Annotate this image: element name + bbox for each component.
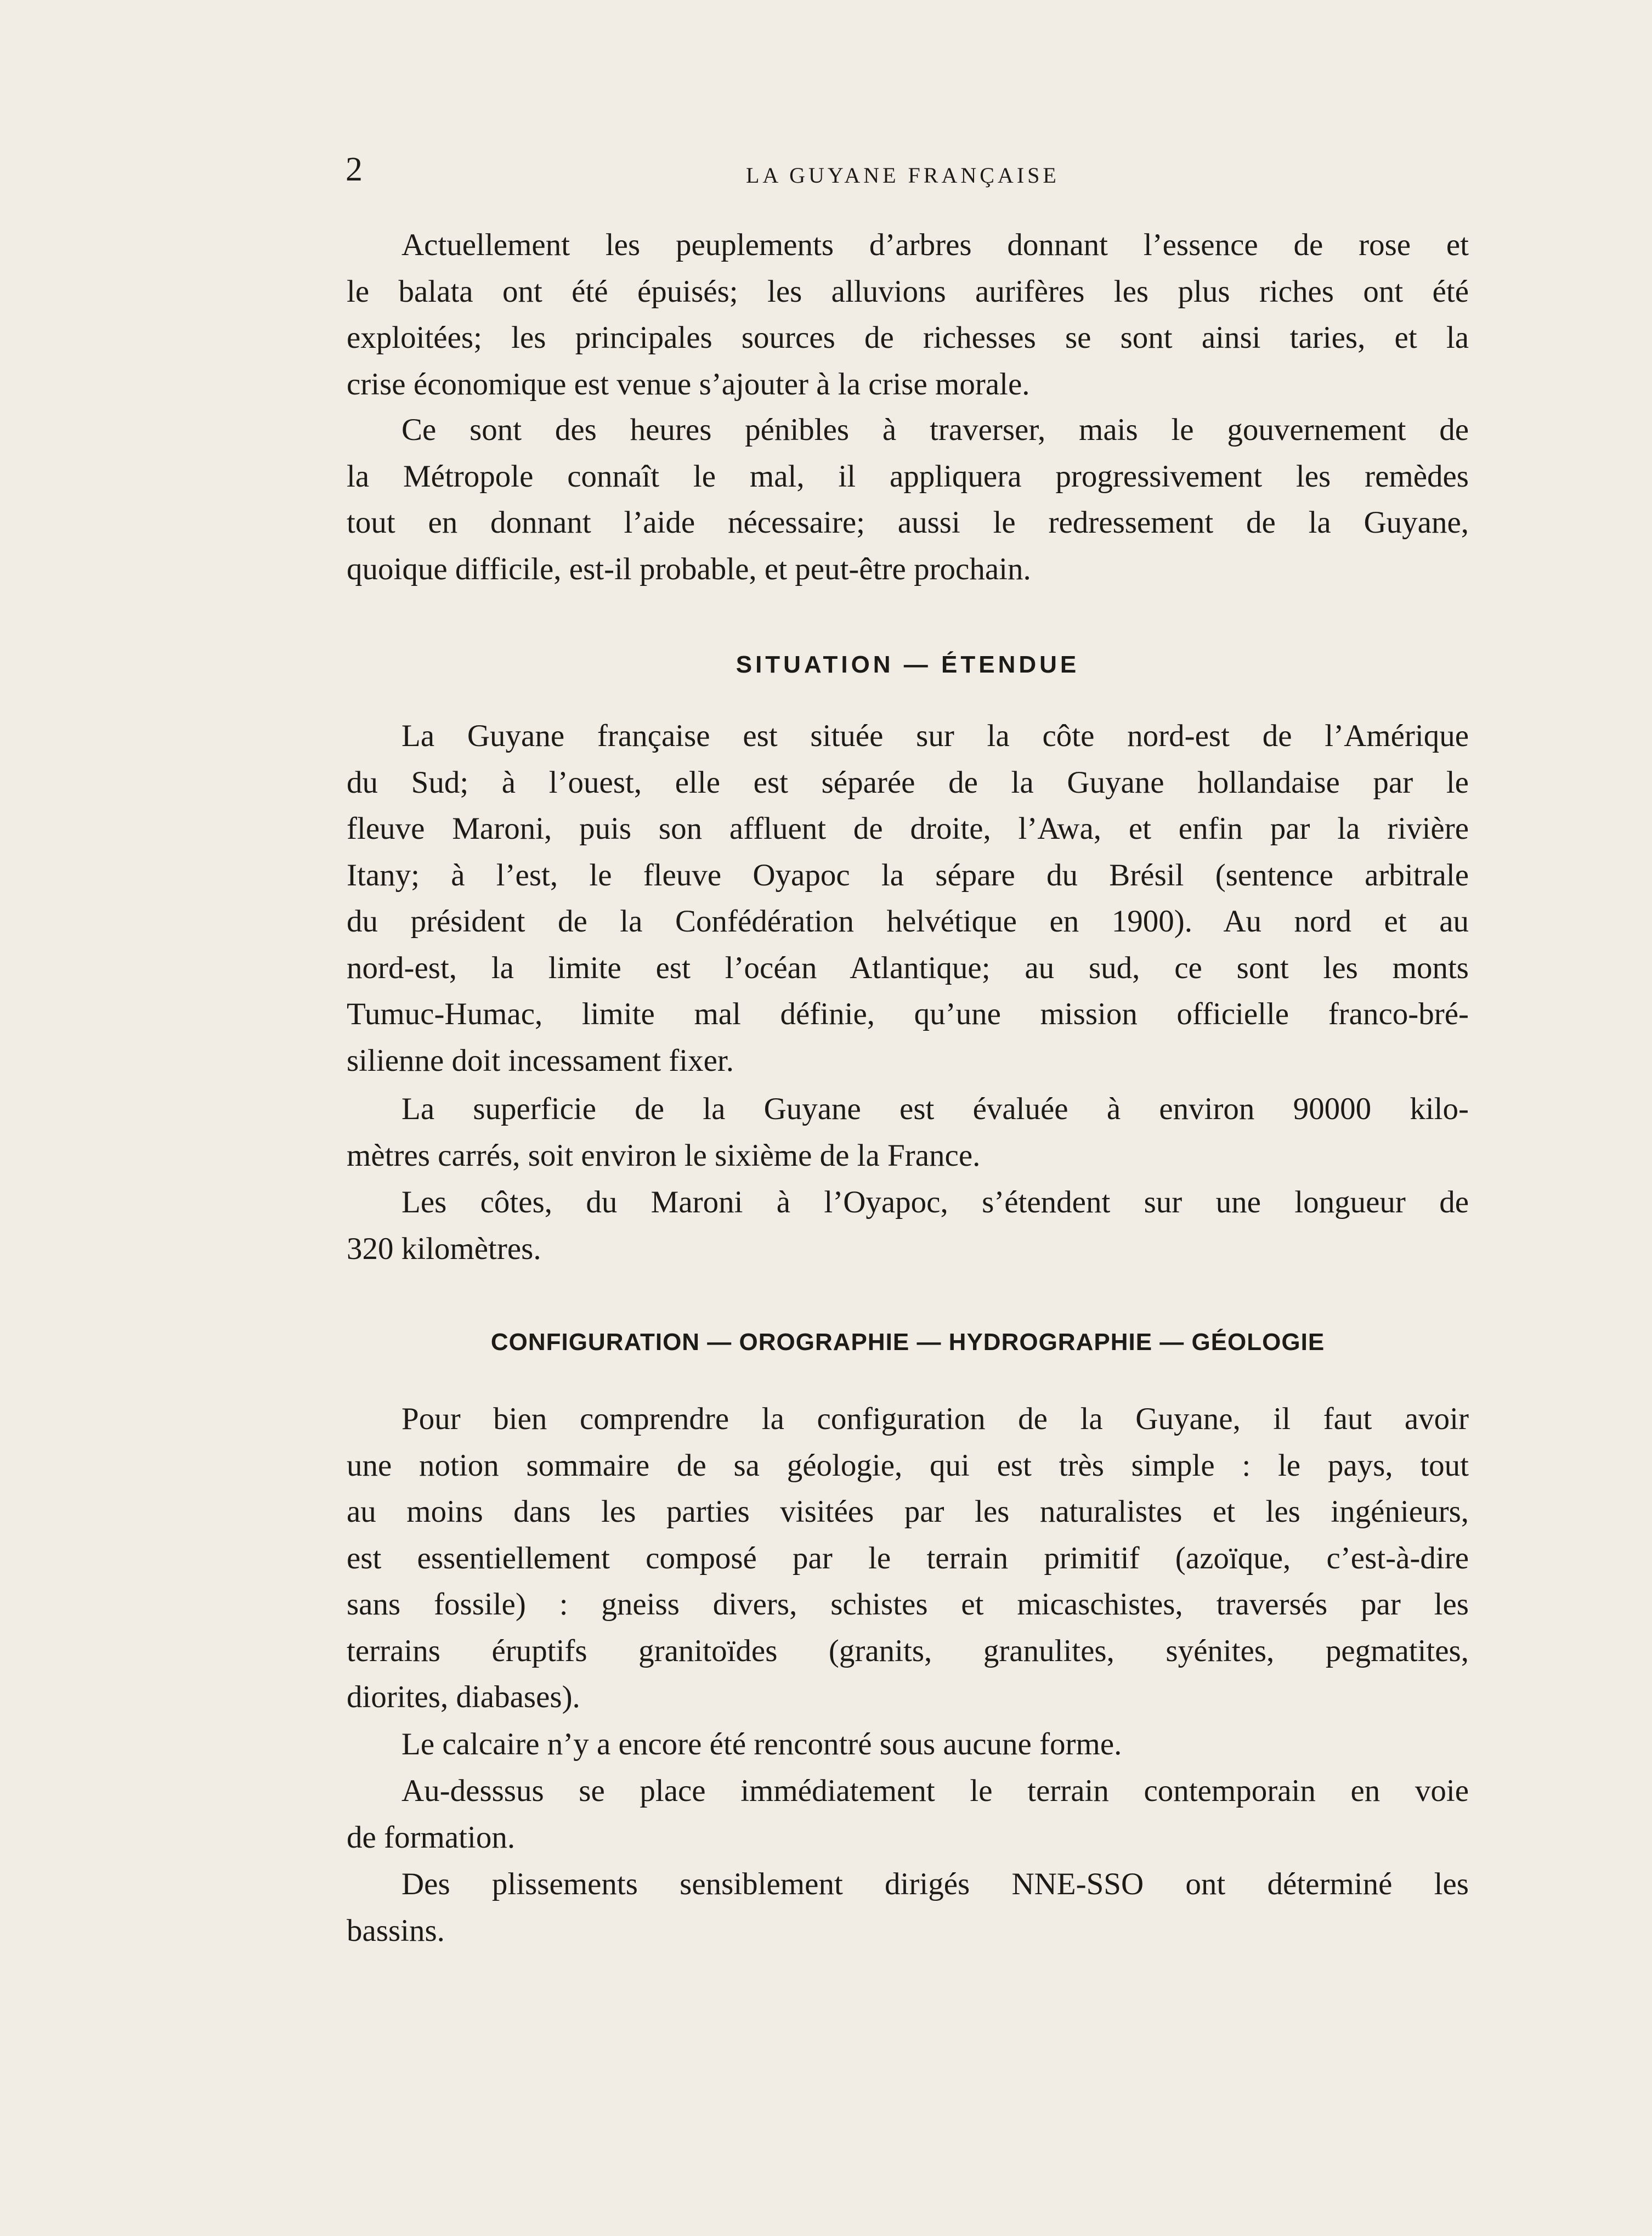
text-line: du président de la Confédération helvétique en 1900). Au nord et au xyxy=(347,904,1469,939)
paragraph-configuration-1 xyxy=(347,1396,1469,1721)
paragraph-intro-2 xyxy=(347,407,1469,592)
text-line: la Métropole connaît le mal, il appliquera progressivement les remèdes xyxy=(347,459,1469,494)
text-line: au moins dans les parties visitées par les naturalistes et les ingénieurs, xyxy=(347,1494,1469,1529)
text-line: exploitées; les principales sources de richesses se sont ainsi taries, et la xyxy=(347,320,1469,355)
paragraph-configuration-3 xyxy=(347,1768,1469,1861)
running-title: LA GUYANE FRANÇAISE xyxy=(746,163,1060,188)
text-line: La superficie de la Guyane est évaluée à environ 90000 kilo- xyxy=(401,1092,1469,1126)
text-line: de formation. xyxy=(347,1820,516,1855)
text-line: diorites, diabases). xyxy=(347,1680,580,1714)
paragraph-intro-1 xyxy=(347,222,1469,408)
text-line: La Guyane française est située sur la côte nord-est de l’Amérique xyxy=(401,719,1469,753)
text-line: Tumuc-Humac, limite mal définie, qu’une mission officielle franco-bré- xyxy=(347,997,1469,1031)
paragraph-situation-3 xyxy=(347,1179,1469,1272)
text-line: crise économique est venue s’ajouter à la crise morale. xyxy=(347,366,1030,402)
text-line: Au-desssus se place immédiatement le terrain contemporain en voie xyxy=(401,1774,1469,1808)
text-line: Ce sont des heures pénibles à traverser, mais le gouvernement de xyxy=(401,413,1469,447)
section-heading-configuration: CONFIGURATION — OROGRAPHIE — HYDROGRAPHIE — GÉOLOGIE xyxy=(490,1329,1325,1356)
text-line: le balata ont été épuisés; les alluvions aurifères les plus riches ont été xyxy=(347,274,1469,309)
text-line: bassins. xyxy=(347,1913,445,1948)
text-line: est essentiellement composé par le terrain primitif (azoïque, c’est-à-dire xyxy=(347,1540,1469,1576)
text-line: fleuve Maroni, puis son affluent de droite, l’Awa, et enfin par la rivière xyxy=(347,811,1469,846)
text-line: une notion sommaire de sa géologie, qui est très simple : le pays, tout xyxy=(347,1448,1469,1483)
text-line: nord-est, la limite est l’océan Atlantique; au sud, ce sont les monts xyxy=(347,950,1469,985)
text-line: Pour bien comprendre la configuration de la Guyane, il faut avoir xyxy=(401,1402,1469,1436)
text-line: quoique difficile, est-il probable, et peut-être prochain. xyxy=(347,551,1031,586)
paragraph-configuration-2 xyxy=(347,1721,1469,1768)
section-heading-situation: SITUATION — ÉTENDUE xyxy=(736,651,1080,678)
text-line: tout en donnant l’aide nécessaire; aussi le redressement de la Guyane, xyxy=(347,505,1469,540)
text-line: terrains éruptifs granitoïdes (granits, granulites, syénites, pegmatites, xyxy=(347,1633,1469,1668)
text-line: 320 kilomètres. xyxy=(347,1231,541,1266)
text-line: silienne doit incessament fixer. xyxy=(347,1043,734,1078)
text-line: Le calcaire n’y a encore été rencontré sous aucune forme. xyxy=(401,1727,1122,1761)
text-line: mètres carrés, soit environ le sixième de la France. xyxy=(347,1138,981,1173)
page-number: 2 xyxy=(346,151,363,188)
paragraph-situation-2 xyxy=(347,1086,1469,1179)
text-line: Les côtes, du Maroni à l’Oyapoc, s’étendent sur une longueur de xyxy=(401,1185,1469,1219)
text-line: du Sud; à l’ouest, elle est séparée de la Guyane hollandaise par le xyxy=(347,765,1469,800)
text-line: sans fossile) : gneiss divers, schistes et micaschistes, traversés par les xyxy=(347,1587,1469,1622)
paragraph-situation-1 xyxy=(347,713,1469,1084)
text-line: Des plissements sensiblement dirigés NNE-SSO ont déterminé les xyxy=(401,1867,1469,1901)
paragraph-configuration-4 xyxy=(347,1861,1469,1954)
text-line: Itany; à l’est, le fleuve Oyapoc la sépare du Brésil (sentence arbitrale xyxy=(347,857,1469,893)
text-line: Actuellement les peuplements d’arbres donnant l’essence de rose et xyxy=(401,228,1469,262)
